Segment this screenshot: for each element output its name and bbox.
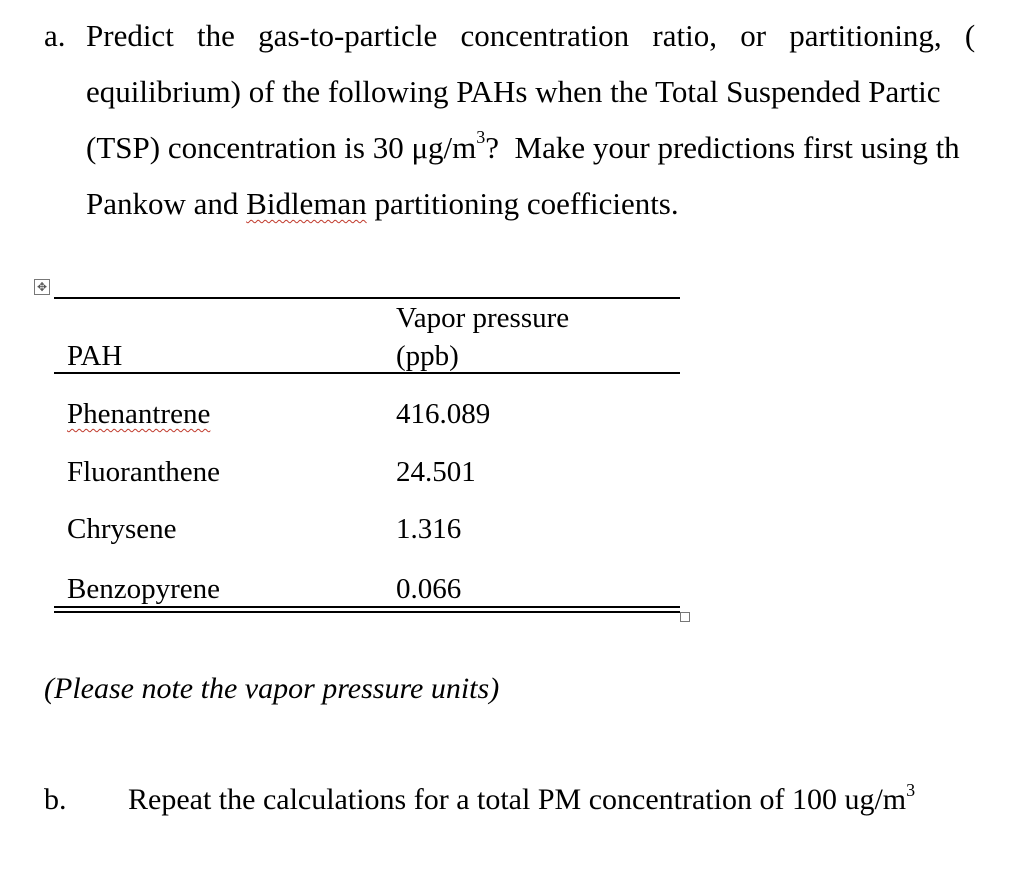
- table-row-vp: 416.089: [396, 398, 491, 430]
- table-bottom-rule: [54, 606, 680, 608]
- table-row-vp: 0.066: [396, 573, 462, 605]
- table-top-rule: [54, 297, 680, 299]
- table-row-pah: Benzopyrene: [67, 573, 220, 605]
- tsp-text: (TSP) concentration is 30 μg/m: [86, 130, 477, 165]
- table-bottom-rule-double: [54, 611, 680, 613]
- table-header-rule: [54, 372, 680, 374]
- question-b-text: [128, 780, 916, 817]
- table-row-pah: Fluoranthene: [67, 456, 221, 488]
- superscript-3: 3: [476, 127, 486, 147]
- superscript-3: 3: [906, 780, 916, 800]
- table-row-pah: Phenantrene: [67, 398, 211, 430]
- table-row-vp: 24.501: [396, 456, 476, 488]
- question-a-line-1: Predict the gas-to-particle concentration ratio, or partitioning, (: [86, 18, 976, 53]
- units-note: (Please note the vapor pressure units): [44, 672, 500, 705]
- header-vapor-pressure: Vapor pressure: [396, 302, 570, 334]
- header-vapor-pressure-unit: (ppb): [396, 340, 459, 372]
- prediction-text: ? Make your predictions first using th: [485, 130, 960, 165]
- pankow-text: Pankow and: [86, 186, 247, 221]
- question-b-label: b.: [44, 783, 67, 816]
- coefficients-text: partitioning coefficients.: [366, 186, 679, 221]
- question-a-label: a.: [44, 18, 66, 53]
- table-move-handle-icon[interactable]: ✥: [34, 279, 50, 295]
- question-b-body: Repeat the calculations for a total PM concentration of 100 ug/m: [128, 783, 907, 816]
- table-row-pah: Chrysene: [67, 513, 177, 545]
- header-pah: PAH: [67, 340, 123, 372]
- question-a-line-3: [86, 127, 960, 166]
- table-row-vp: 1.316: [396, 513, 462, 545]
- table-resize-handle-icon[interactable]: [680, 612, 690, 622]
- bidleman-word: Bidleman: [246, 186, 367, 221]
- question-a-line-4: [86, 186, 679, 222]
- question-a-line-2: equilibrium) of the following PAHs when the Total Suspended Partic: [86, 74, 941, 109]
